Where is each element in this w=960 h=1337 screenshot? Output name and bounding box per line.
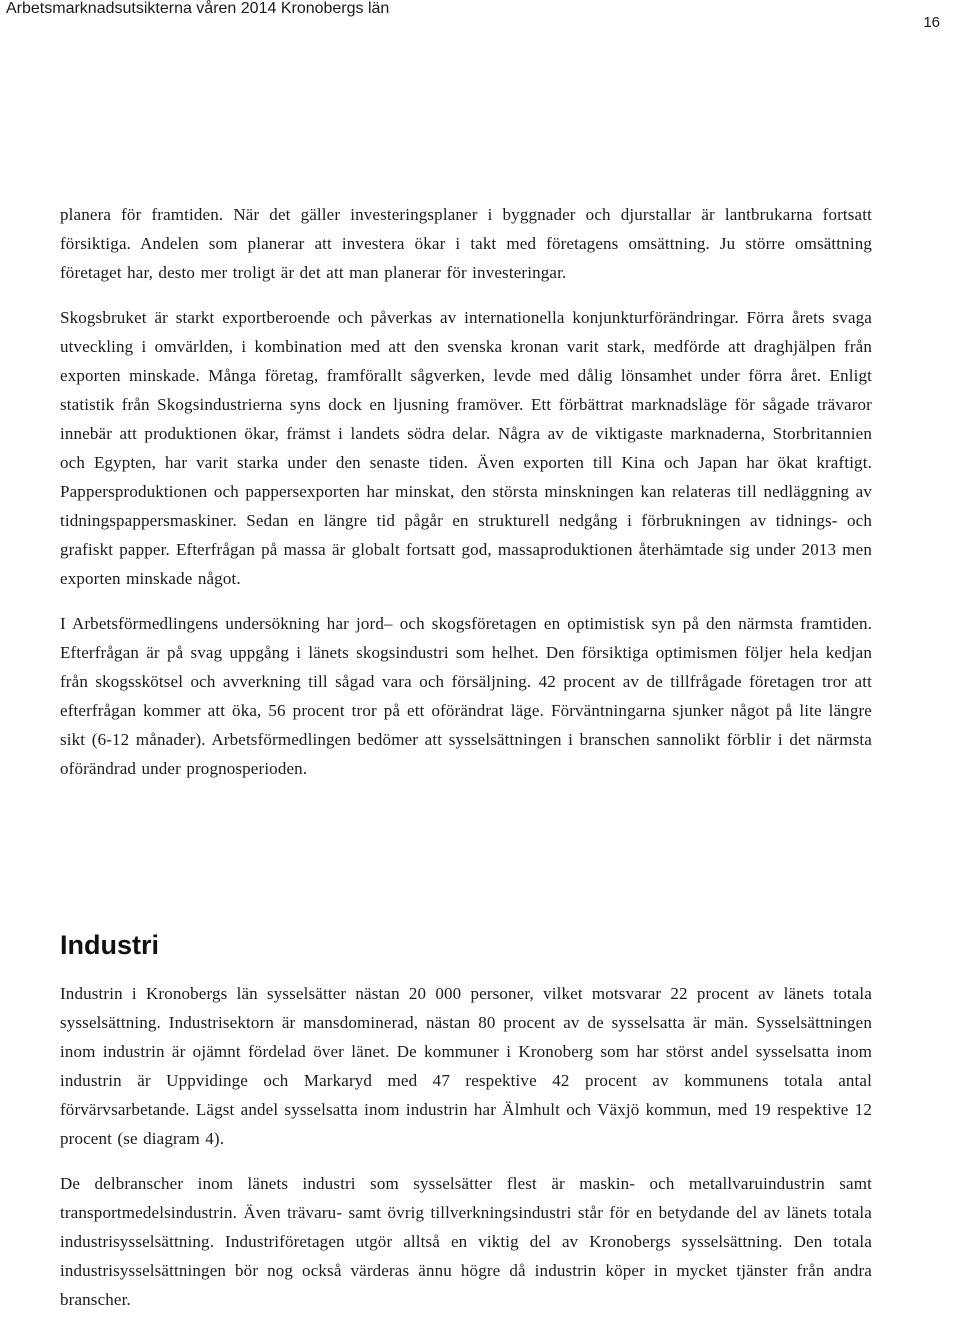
paragraph-lantbruk: planera för framtiden. När det gäller investeringsplaner i byggnader och djurstallar är lantbrukarna fortsatt försiktiga. Andelen som planerar att investera ökar i takt med företagens omsättning. Ju större omsättning företaget har, desto mer troligt är det att man planerar för investeringar. xyxy=(60,205,872,282)
paragraph-arbetsformedlingen-undersokning: I Arbetsförmedlingens undersökning har jord– och skogsföretagen en optimistisk syn på den närmsta framtiden. Efterfrågan är på svag uppgång i länets skogsindustri som helhet. Den försiktiga optimismen följer hela kedjan från skogsskötsel och avverkning till sågad vara och försäljning. 42 procent av de tillfrågade företagen tror att efterfrågan kommer att öka, 56 procent tror på ett oförändrat läge. Förväntningarna sjunker något på lite längre sikt (6-12 månader). Arbetsförmedlingen bedömer att sysselsättningen i branschen sannolikt förblir i det närmsta oförändrad under prognosperioden. xyxy=(60,614,872,778)
page-header xyxy=(0,0,960,40)
body-text-top xyxy=(60,200,872,799)
body-text-industri xyxy=(60,979,872,1330)
paragraph-industri-sysselsattning: Industrin i Kronobergs län sysselsätter nästan 20 000 personer, vilket motsvarar 22 procent av länets totala sysselsättning. Industrisektorn är mansdominerad, nästan 80 procent av de sysselsatta är män. Sysselsättningen inom industrin är ojämnt fördelad över länet. De kommuner i Kronoberg som har störst andel sysselsatta inom industrin är Uppvidinge och Markaryd med 47 respektive 42 procent av kommunens totala antal förvärvsarbetande. Lägst andel sysselsatta inom industrin har Älmhult och Växjö kommun, med 19 respektive 12 procent (se diagram 4). xyxy=(60,984,872,1148)
document-title: Arbetsmarknadsutsikterna våren 2014 Kronobergs län xyxy=(6,0,390,17)
section-heading-industri: Industri xyxy=(60,930,159,960)
paragraph-skogsbruk: Skogsbruket är starkt exportberoende och påverkas av internationella konjunkturförändringar. Förra årets svaga utveckling i omvärlden, i kombination med att den svenska kronan varit stark, medförde att draghjälpen från exporten minskade. Många företag, framförallt sågverken, levde med dålig lönsamhet under förra året. Enligt statistik från Skogsindustrierna syns dock en ljusning framöver. Ett förbättrat marknadsläge för sågade trävaror innebär att produktionen ökar, främst i landets södra delar. Några av de viktigaste marknaderna, Storbritannien och Egypten, har varit starka under den senaste tiden. Även exporten till Kina och Japan har ökat kraftigt. Pappersproduktionen och pappersexporten har minskat, den största minskningen kan relateras till nedläggning av tidningspappersmaskiner. Sedan en längre tid pågår en strukturell nedgång i förbrukningen av tidnings- och grafiskt papper. Efterfrågan på massa är globalt fortsatt god, massaproduktionen återhämtade sig under 2013 men exporten minskade något. xyxy=(60,308,872,588)
paragraph-industri-delbranscher: De delbranscher inom länets industri som sysselsätter flest är maskin- och metallvaruindustrin samt transportmedelsindustrin. Även trävaru- samt övrig tillverkningsindustri står för en betydande del av länets totala industrisysselsättning. Industriföretagen utgör alltså en viktig del av Kronobergs sysselsättning. Den totala industrisysselsättningen bör nog också värderas ännu högre då industrin köper in mycket tjänster från andra branscher. xyxy=(60,1174,872,1309)
page-number: 16 xyxy=(923,14,940,31)
